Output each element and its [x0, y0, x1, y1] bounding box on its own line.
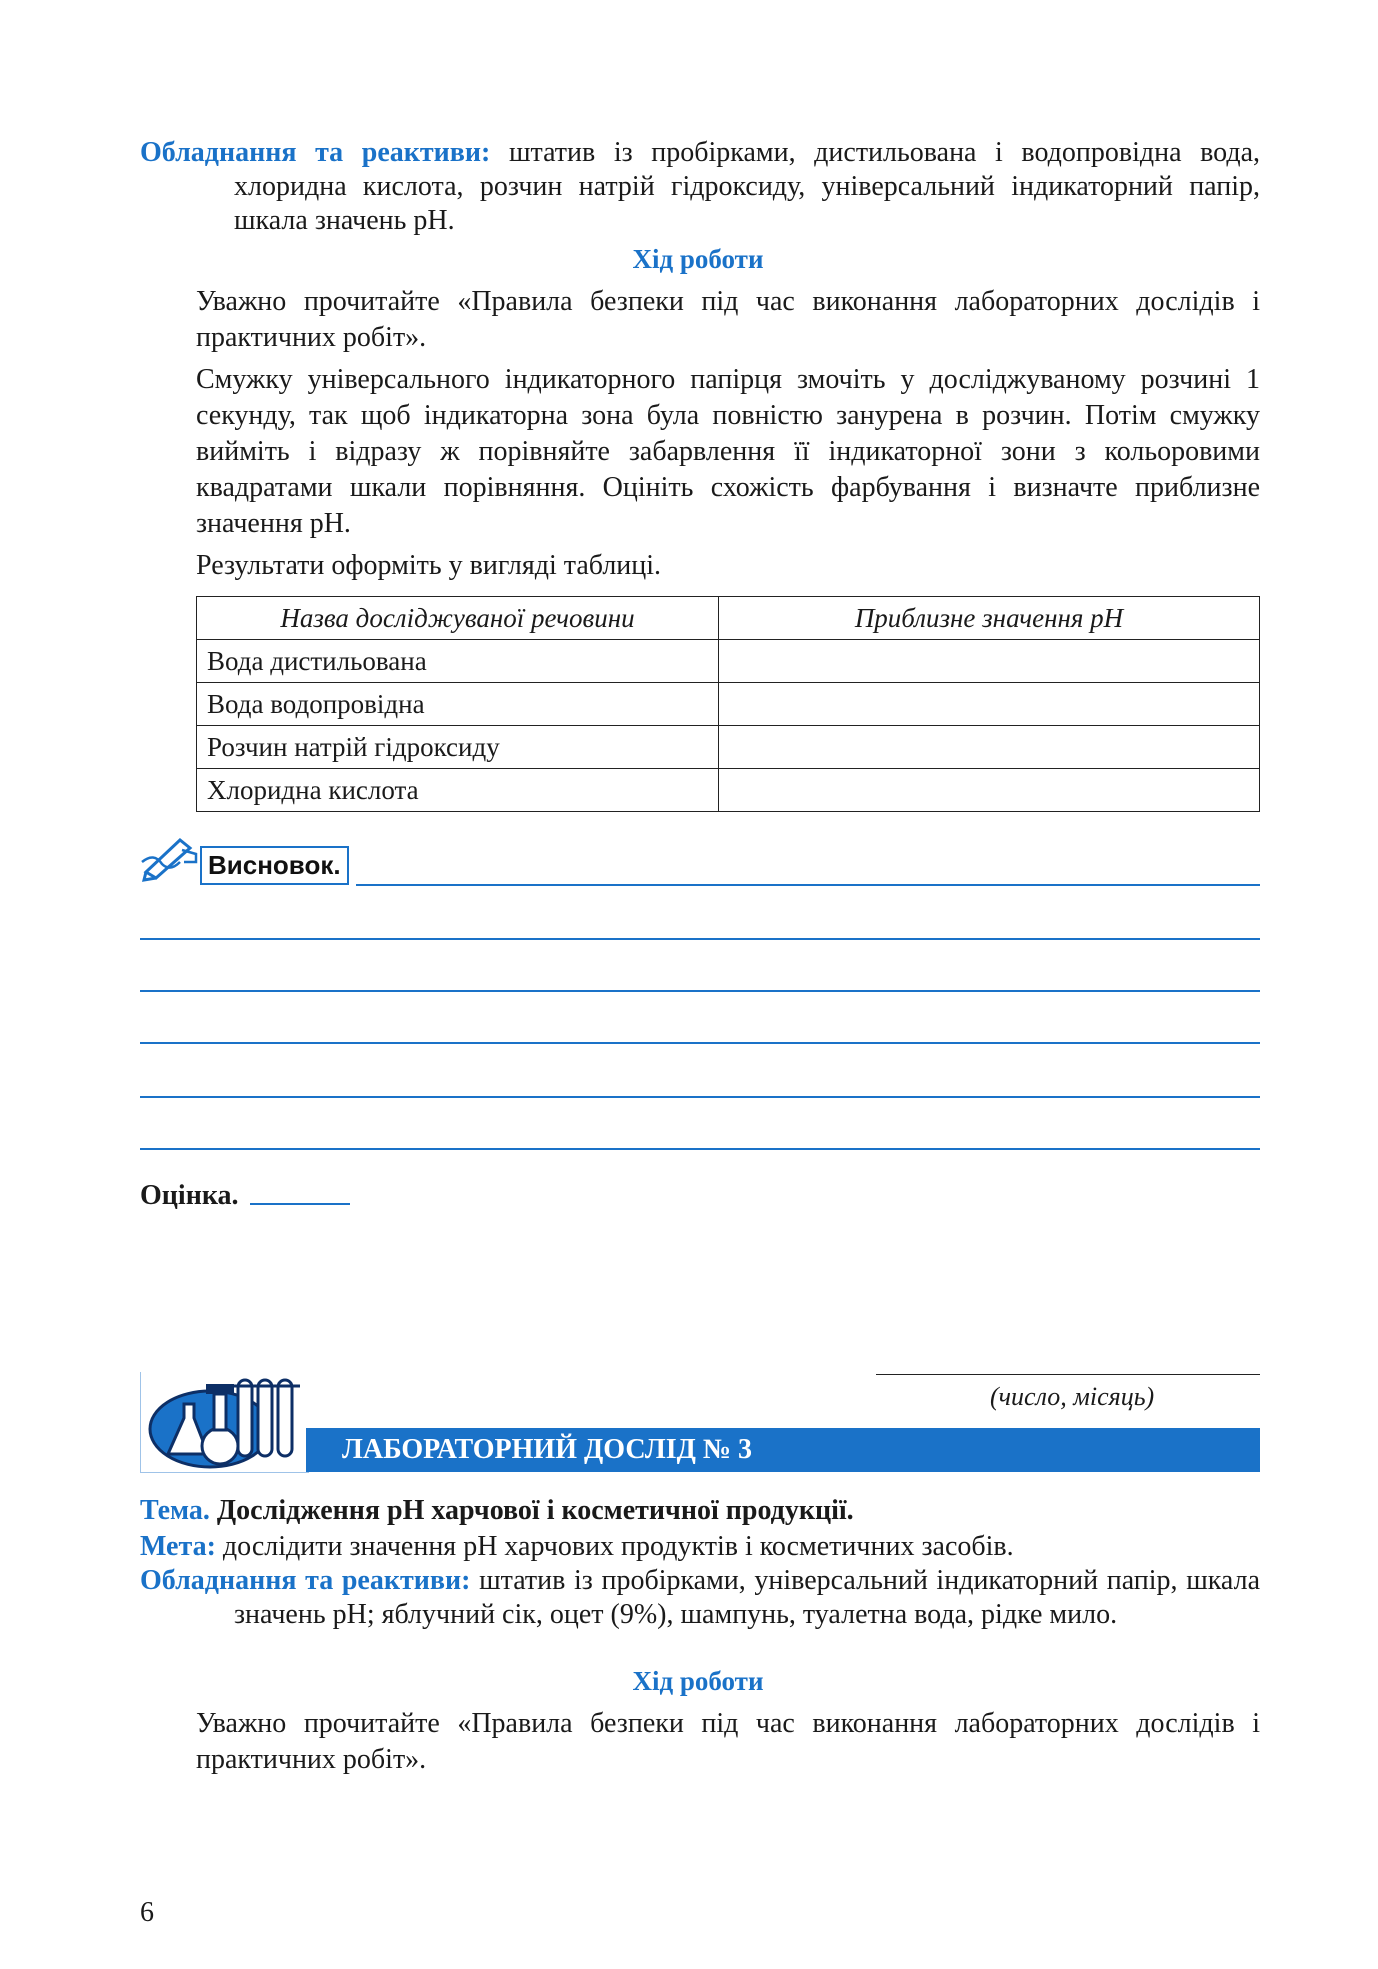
topic-text: Дослідження pH харчової і косметичної продукції.: [216, 1495, 854, 1526]
page-number: 6: [140, 1897, 154, 1928]
topic-label: Тема.: [140, 1495, 210, 1526]
lab3-procedure-heading: Хід роботи: [632, 1666, 764, 1696]
lab3-equipment: [140, 1564, 1260, 1632]
substance-cell: Вода водопровідна: [197, 683, 719, 726]
column-header-substance: Назва досліджуваної речовини: [197, 597, 719, 640]
conclusion-line[interactable]: [140, 990, 1260, 992]
conclusion-label: Висновок.: [200, 846, 349, 885]
substance-cell: Хлоридна кислота: [197, 769, 719, 812]
ph-input-cell[interactable]: [719, 683, 1260, 726]
equipment-text: штатив із пробірками, дистильована і водопровідна вода, хлоридна кислота, розчин натрій гідроксиду, універсальний індикаторний папір, шкала значень pH.: [234, 137, 1261, 236]
ph-input-cell[interactable]: [719, 769, 1260, 812]
substance-cell: Вода дистильована: [197, 640, 719, 683]
conclusion-line[interactable]: [356, 884, 1260, 886]
pen-writing-icon: [140, 832, 198, 882]
lab3-goal: [140, 1530, 1260, 1564]
grade-label: Оцінка.: [140, 1180, 239, 1211]
equipment-label: Обладнання та реактиви:: [140, 137, 491, 168]
equipment-paragraph: [140, 136, 1260, 238]
equipment-label: Обладнання та реактиви:: [140, 1565, 471, 1596]
substance-cell: Розчин натрій гідроксиду: [197, 726, 719, 769]
conclusion-line[interactable]: [140, 1096, 1260, 1098]
column-header-ph: Приблизне значення pH: [719, 597, 1260, 640]
ph-input-cell[interactable]: [719, 640, 1260, 683]
date-caption: (число, місяць): [990, 1382, 1155, 1411]
date-line[interactable]: [876, 1374, 1260, 1375]
lab3-safety-paragraph: Уважно прочитайте «Правила безпеки під час виконання лабораторних дослідів і практичних робіт».: [196, 1708, 1260, 1775]
lab-title-banner: ЛАБОРАТОРНИЙ ДОСЛІД № 3: [306, 1428, 1260, 1472]
table-header-row: [197, 597, 1260, 640]
table-row: [197, 726, 1260, 769]
conclusion-line[interactable]: [140, 938, 1260, 940]
conclusion-line[interactable]: [140, 1042, 1260, 1044]
safety-paragraph: Уважно прочитайте «Правила безпеки під час виконання лабораторних дослідів і практичних робіт».: [196, 286, 1260, 353]
equipment-text: штатив із пробірками, універсальний індикаторний папір, шкала значень pH; яблучний сік, оцет (9%), шампунь, туалетна вода, рідке мило.: [234, 1565, 1261, 1630]
table-row: [197, 683, 1260, 726]
ph-input-cell[interactable]: [719, 726, 1260, 769]
table-row: [197, 640, 1260, 683]
instructions-paragraph: Смужку універсального індикаторного папірця змочіть у досліджуваному розчині 1 секунду, так щоб індикаторна зона була повністю занурена в розчин. Потім смужку вийміть і відразу ж порівняйте забарвлення її індикаторної зони з кольоровими квадратами шкали порівняння. Оцініть схожість фарбування і визначте приблизне значення pH.: [196, 364, 1260, 539]
lab3-topic: [140, 1494, 1260, 1528]
goal-label: Мета:: [140, 1531, 216, 1562]
procedure-heading: Хід роботи: [632, 244, 764, 274]
conclusion-line[interactable]: [140, 1148, 1260, 1150]
goal-text: дослідити значення pH харчових продуктів і косметичних засобів.: [222, 1531, 1014, 1562]
results-table: [196, 596, 1260, 812]
table-row: [197, 769, 1260, 812]
grade-line[interactable]: [250, 1203, 350, 1205]
lab-glassware-icon: [148, 1374, 308, 1472]
results-instruction: Результати оформіть у вигляді таблиці.: [196, 550, 662, 581]
